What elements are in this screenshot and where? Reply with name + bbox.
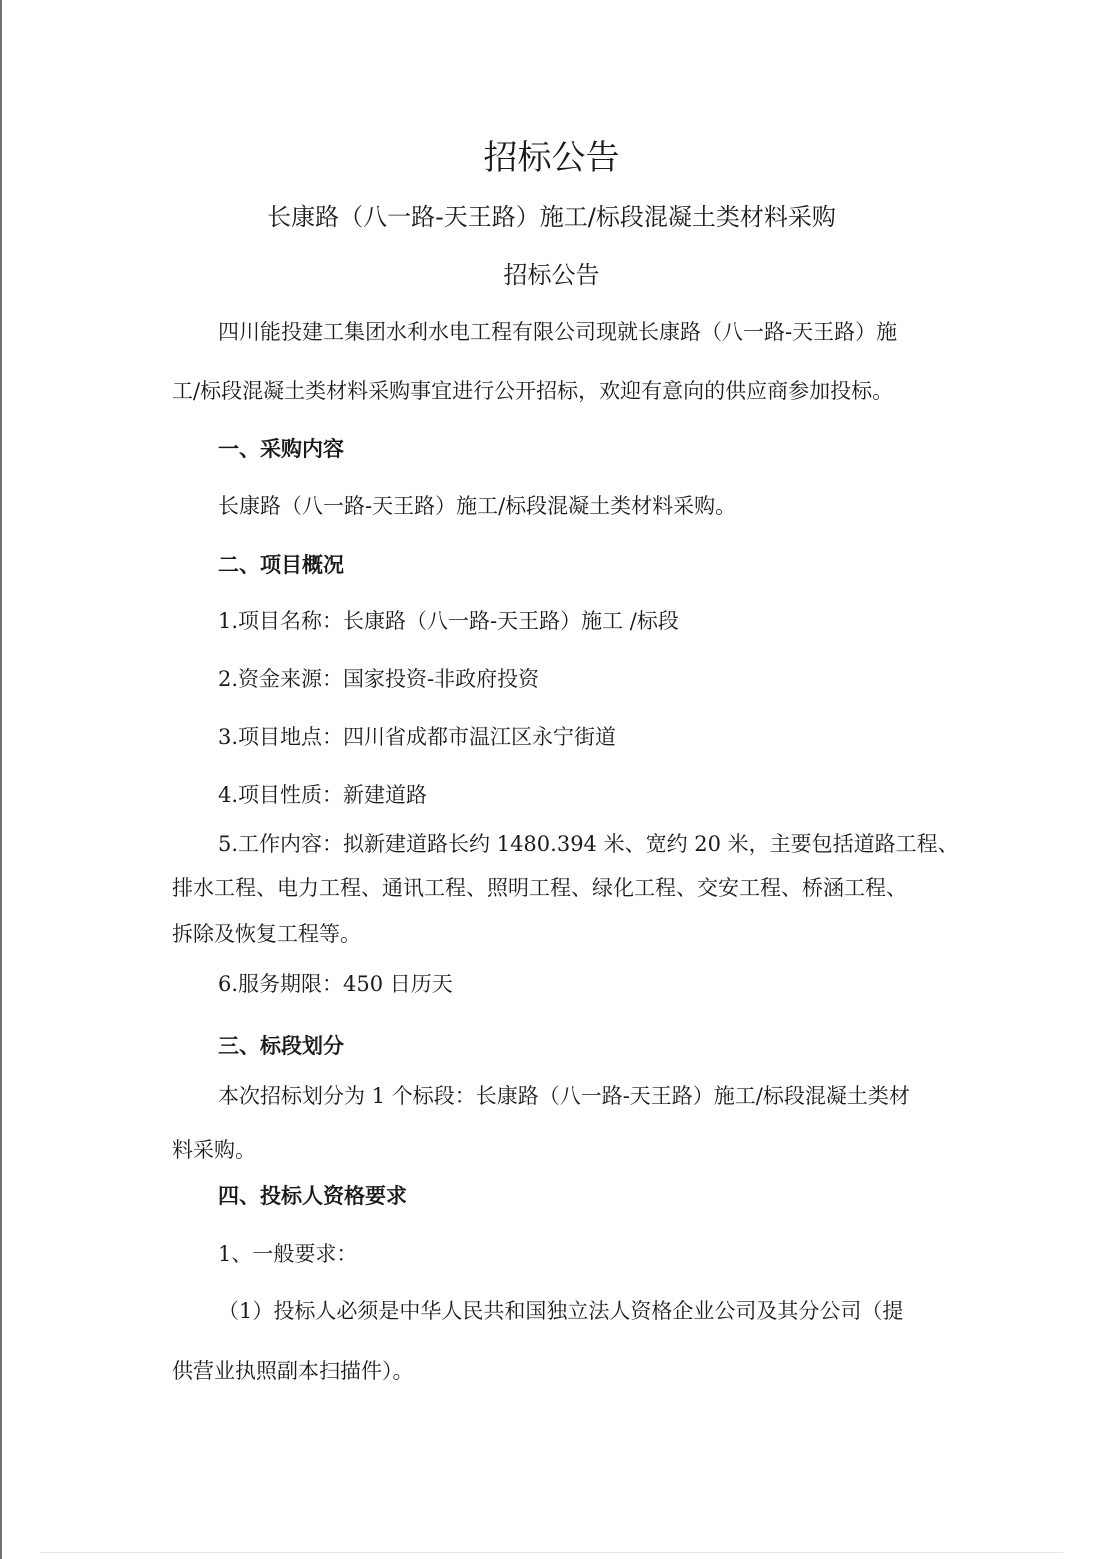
- document-title: 招标公告: [483, 138, 620, 178]
- service-period: 6.服务期限：450 日历天: [218, 972, 453, 996]
- work-content-line: 拆除及恢复工程等。: [172, 922, 361, 946]
- procurement-content: 长康路（八一路-天王路）施工/标段混凝土类材料采购。: [218, 494, 737, 518]
- document-subtitle: 长康路（八一路-天王路）施工/标段混凝土类材料采购: [267, 203, 836, 231]
- scan-edge: [0, 0, 2, 1559]
- intro-paragraph-line: 四川能投建工集团水利水电工程有限公司现就长康路（八一路-天王路）施: [218, 320, 898, 344]
- lots-paragraph-line: 本次招标划分为 1 个标段：长康路（八一路-天王路）施工/标段混凝土类材: [218, 1084, 910, 1108]
- section-heading-lots: 三、标段划分: [218, 1034, 344, 1058]
- work-content-line: 5.工作内容：拟新建道路长约 1480.394 米、宽约 20 米，主要包括道路工程、: [218, 832, 959, 856]
- section-heading-overview: 二、项目概况: [218, 553, 344, 577]
- intro-paragraph-line: 工/标段混凝土类材料采购事宜进行公开招标，欢迎有意向的供应商参加投标。: [172, 379, 894, 403]
- section-heading-procurement: 一、采购内容: [218, 437, 344, 461]
- document-subtitle-notice: 招标公告: [503, 261, 600, 289]
- overview-item: 3.项目地点：四川省成都市温江区永宁街道: [218, 725, 617, 749]
- scan-edge-bottom: [40, 1552, 1063, 1553]
- lots-paragraph-line: 料采购。: [172, 1138, 256, 1162]
- general-requirements: 1、一般要求：: [218, 1242, 358, 1266]
- requirement-line: （1）投标人必须是中华人民共和国独立法人资格企业公司及其分公司（提: [218, 1299, 904, 1323]
- requirement-line: 供营业执照副本扫描件）。: [172, 1359, 414, 1383]
- overview-item: 1.项目名称：长康路（八一路-天王路）施工 /标段: [218, 609, 679, 633]
- overview-item: 2.资金来源：国家投资-非政府投资: [218, 667, 540, 691]
- section-heading-qualifications: 四、投标人资格要求: [218, 1184, 407, 1208]
- work-content-line: 排水工程、电力工程、通讯工程、照明工程、绿化工程、交安工程、桥涵工程、: [172, 876, 907, 900]
- overview-item: 4.项目性质：新建道路: [218, 783, 428, 807]
